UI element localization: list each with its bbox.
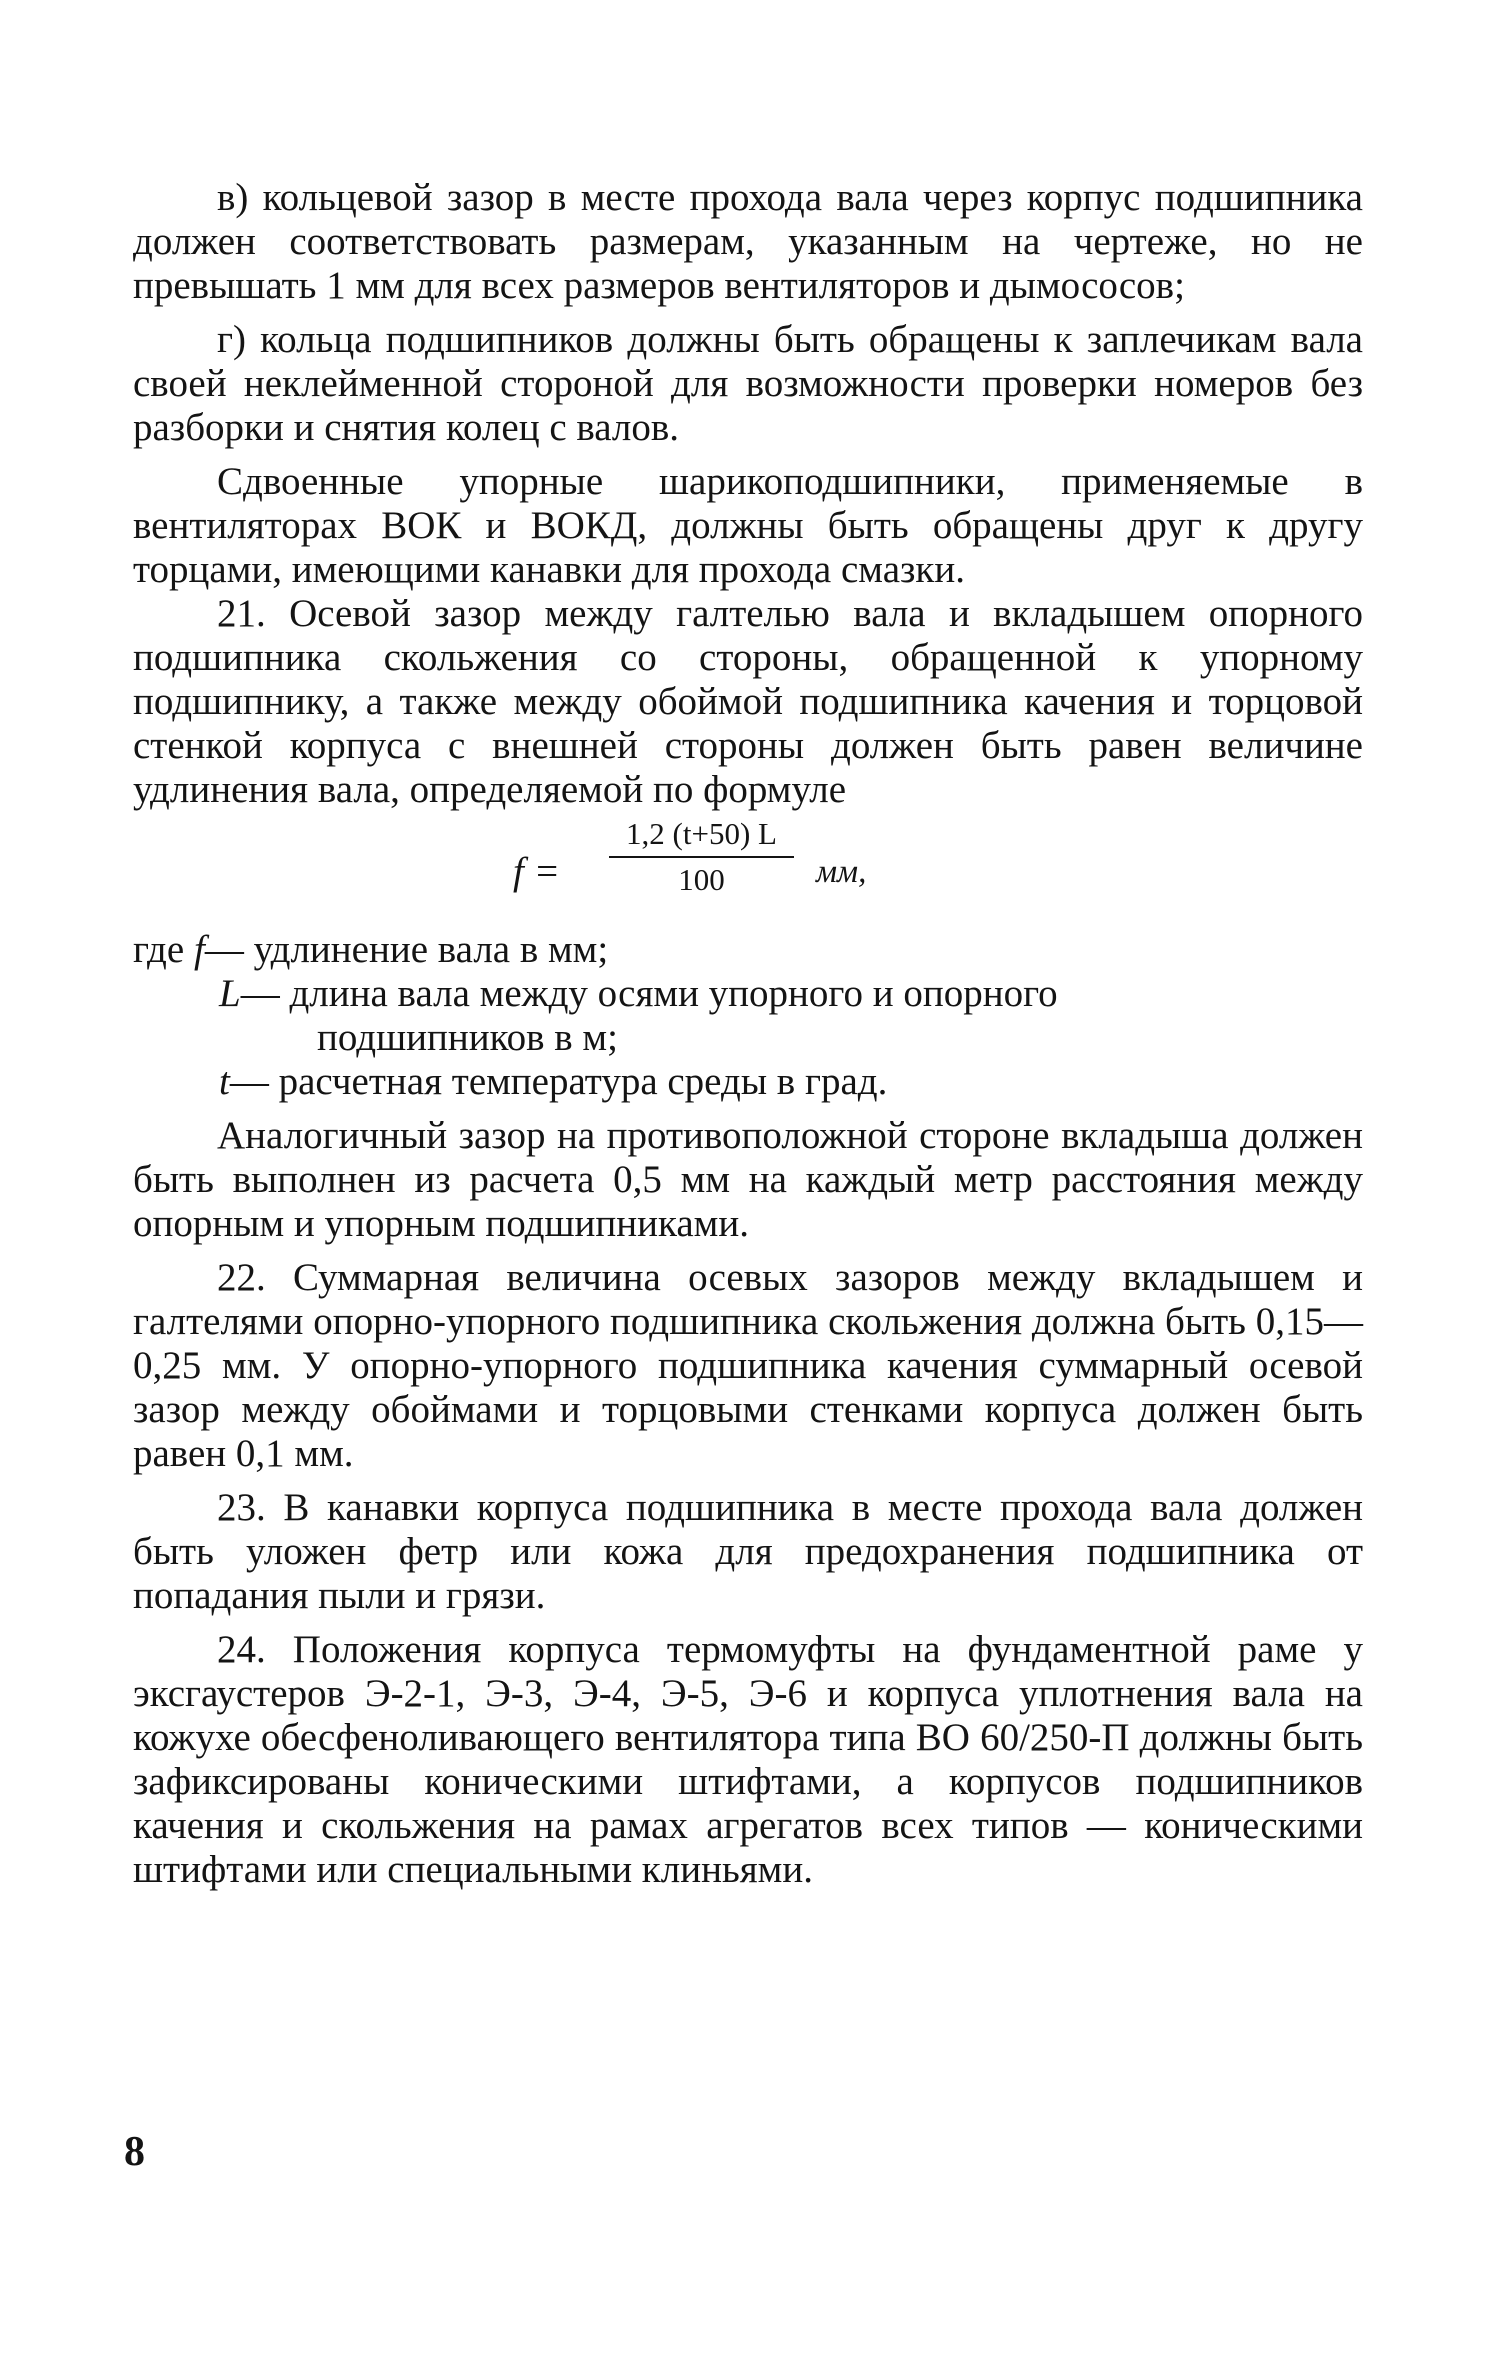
definition-where: где xyxy=(133,928,185,971)
paragraph-analogous-gap: Аналогичный зазор на противоположной стороне вкладыша должен быть выполнен из расчета 0,5 мм на каждый метр расстояния между опорным и упорным подшипниками. xyxy=(133,1114,1363,1245)
paragraph-24: 24. Положения корпуса термомуфты на фундаментной раме у эксгаустеров Э-2-1, Э-3, Э-4, Э-5, Э-6 и корпуса уплотнения вала на кожухе обесфеноливающего вентилятора типа ВО 60/250-П должны быть зафиксированы коническими штифтами, а корпусов подшипников качения и скольжения на рамах агрегатов всех типов — коническими штифтами или специальными клиньями. xyxy=(133,1628,1363,1891)
formula-lhs: f = xyxy=(513,850,560,893)
definition-L-continued xyxy=(133,1016,1363,1060)
symbol-L: L xyxy=(219,972,241,1015)
page-number: 8 xyxy=(124,2129,145,2175)
definition-t xyxy=(133,1060,1363,1104)
definition-L-cont-text: подшипников в м; xyxy=(317,1016,618,1059)
paragraph-23: 23. В канавки корпуса подшипника в месте прохода вала должен быть уложен фетр или кожа для предохранения подшипника от попадания пыли и грязи. xyxy=(133,1486,1363,1617)
paragraph-22: 22. Суммарная величина осевых зазоров между вкладышем и галтелями опорно-упорного подшипника скольжения должна быть 0,15—0,25 мм. У опорно-упорного подшипника качения суммарный осевой зазор между обоймами и торцовыми стенками корпуса должен быть равен 0,1 мм. xyxy=(133,1256,1363,1475)
definition-L xyxy=(133,972,1363,1016)
formula-definitions xyxy=(133,928,1363,1104)
paragraph-item-v: в) кольцевой зазор в месте прохода вала через корпус подшипника должен соответствовать размерам, указанным на чертеже, но не превышать 1 мм для всех размеров вентиляторов и дымососов; xyxy=(133,176,1363,307)
definition-t-text: — расчетная температура среды в град. xyxy=(229,1060,888,1103)
definition-f xyxy=(133,928,1363,972)
symbol-f: f xyxy=(193,928,205,971)
page-body xyxy=(133,176,1363,1892)
paragraph-item-g: г) кольца подшипников должны быть обращены к заплечикам вала своей неклейменной стороной для возможности проверки номеров без разборки и снятия колец с валов. xyxy=(133,318,1363,449)
formula-fraction xyxy=(609,816,794,898)
symbol-t: t xyxy=(219,1060,230,1103)
elongation-formula xyxy=(133,816,1363,926)
formula-unit: мм, xyxy=(816,854,867,890)
paragraph-21: 21. Осевой зазор между галтелью вала и вкладышем опорного подшипника скольжения со стороны, обращенной к упорному подшипнику, а также между обоймой подшипника качения и торцовой стенкой корпуса с внешней стороны должен быть равен величине удлинения вала, определяемой по формуле xyxy=(133,592,1363,811)
paragraph-doubled-bearings: Сдвоенные упорные шарикоподшипники, применяемые в вентиляторах ВОК и ВОКД, должны быть обращены друг к другу торцами, имеющими канавки для прохода смазки. xyxy=(133,460,1363,591)
definition-L-text: — длина вала между осями упорного и опорного xyxy=(240,972,1058,1015)
definition-f-text: — удлинение вала в мм; xyxy=(204,928,609,971)
formula-numerator: 1,2 (t+50) L xyxy=(609,816,794,858)
formula-denominator: 100 xyxy=(678,862,725,897)
